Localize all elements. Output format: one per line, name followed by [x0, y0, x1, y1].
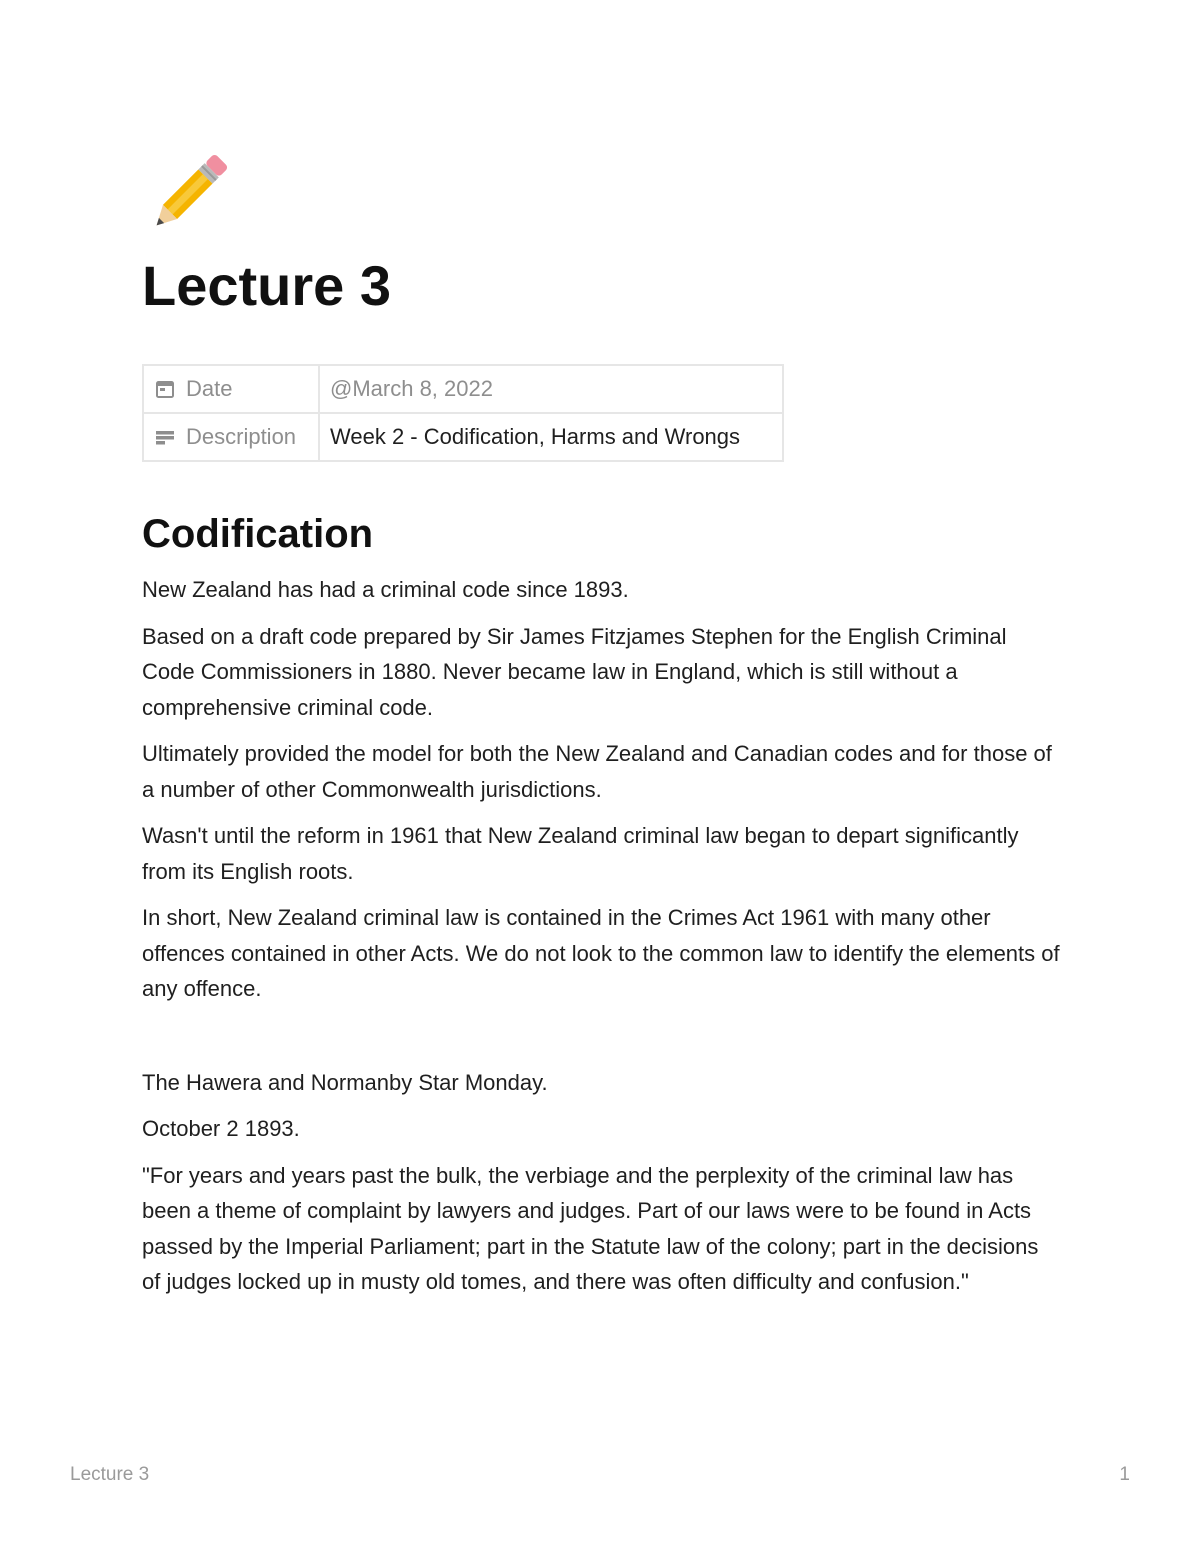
paragraph: New Zealand has had a criminal code since 1893.: [142, 577, 629, 602]
calendar-icon: [154, 378, 176, 400]
properties-table: [142, 364, 784, 462]
footer-page-number: 1: [1119, 1464, 1130, 1485]
property-row-description: [143, 413, 783, 461]
paragraph: Wasn't until the reform in 1961 that New Zealand criminal law began to depart significantly from its English roots.: [142, 823, 1019, 884]
paragraph: Based on a draft code prepared by Sir James Fitzjames Stephen for the English Criminal Code Commissioners in 1880. Never became law in England, which is still without a comprehensive criminal code.: [142, 623, 1007, 720]
paragraph: The Hawera and Normanby Star Monday.: [142, 1069, 548, 1095]
property-label: Date: [186, 376, 233, 401]
property-label: Description: [186, 424, 297, 449]
section-heading: Codification: [142, 512, 374, 556]
page-title: Lecture 3: [142, 254, 391, 317]
footer-document-title: Lecture 3: [70, 1464, 150, 1485]
section-body: [142, 572, 1062, 1311]
property-key-description: [143, 413, 319, 461]
paragraph: Ultimately provided the model for both the New Zealand and Canadian codes and for those of a number of other Commonwealth jurisdictions.: [142, 741, 1052, 802]
quote-paragraph: "For years and years past the bulk, the verbiage and the perplexity of the criminal law has been a theme of complaint by lawyers and judges. Part of our laws were to be found in Acts passed by the Imperial Parliament; part in the Statute law of the colony; part in the decisions of judges locked up in musty old tomes, and there was often difficulty and confusion.": [142, 1162, 1039, 1294]
property-key-date: [143, 365, 319, 413]
property-value-description[interactable]: Week 2 - Codification, Harms and Wrongs: [319, 413, 783, 461]
blank-line: [142, 1018, 1062, 1065]
paragraph: October 2 1893.: [142, 1116, 300, 1141]
pencil-icon: [142, 150, 232, 240]
property-value-date[interactable]: @March 8, 2022: [319, 365, 783, 413]
text-lines-icon: [154, 426, 176, 448]
paragraph: In short, New Zealand criminal law is contained in the Crimes Act 1961 with many other offences contained in other Acts. We do not look to the common law to identify the elements of any offence.: [142, 905, 1060, 1001]
property-row-date: [143, 365, 783, 413]
